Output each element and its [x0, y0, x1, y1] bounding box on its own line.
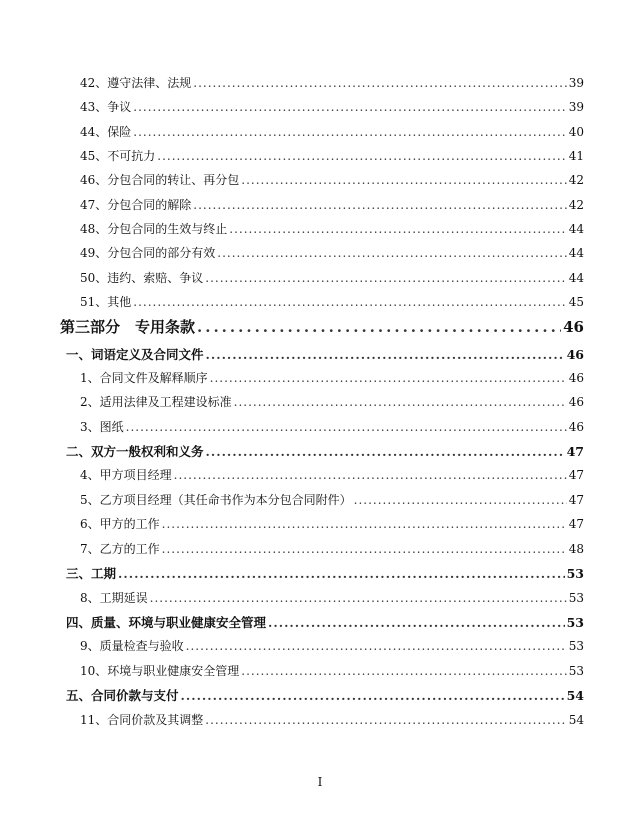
toc-leader	[174, 468, 567, 482]
toc-leader	[133, 125, 566, 139]
toc-entry-page: 46	[568, 420, 584, 434]
toc-entry[interactable]	[80, 711, 584, 728]
toc-entry[interactable]	[80, 466, 584, 483]
toc-entry-page: 53	[568, 639, 584, 653]
toc-entry-page: 46	[568, 371, 584, 385]
toc-leader	[193, 198, 566, 212]
toc-leader	[193, 76, 566, 90]
toc-entry[interactable]	[80, 393, 584, 410]
toc-entry[interactable]	[80, 147, 584, 164]
toc-leader	[181, 688, 565, 703]
toc-entry[interactable]	[80, 244, 584, 261]
toc-entry-page: 47	[568, 468, 584, 482]
toc-entry-label: 3、图纸	[80, 420, 124, 434]
toc-entry[interactable]	[80, 662, 584, 679]
toc-section-heading[interactable]	[66, 613, 584, 631]
toc-entry[interactable]	[80, 269, 584, 286]
toc-entry-label: 49、分包合同的部分有效	[80, 246, 216, 260]
toc-entry-label: 6、甲方的工作	[80, 517, 160, 531]
toc-entry-label: 一、词语定义及合同文件	[66, 347, 204, 362]
toc-leader	[210, 371, 567, 385]
toc-entry-label: 44、保险	[80, 125, 132, 139]
toc-entry-label: 47、分包合同的解除	[80, 198, 192, 212]
toc-entry-label: 46、分包合同的转让、再分包	[80, 173, 240, 187]
toc-leader	[205, 713, 566, 727]
toc-leader	[150, 591, 567, 605]
toc-entry-page: 44	[568, 222, 584, 236]
toc-entry-page: 47	[566, 444, 584, 459]
toc-section-heading[interactable]	[66, 345, 584, 363]
toc-entry-label: 4、甲方项目经理	[80, 468, 172, 482]
toc-entry[interactable]	[80, 74, 584, 91]
toc-entry[interactable]	[80, 220, 584, 237]
toc-entry-label: 2、适用法律及工程建设标准	[80, 395, 232, 409]
toc-entry-page: 54	[566, 688, 584, 703]
toc-leader	[206, 444, 565, 459]
toc-leader	[229, 222, 566, 236]
toc-entry-page: 48	[568, 542, 584, 556]
toc-entry-page: 46	[568, 395, 584, 409]
toc-section-heading[interactable]	[66, 442, 584, 460]
toc-entry[interactable]	[80, 369, 584, 386]
toc-entry-page: 39	[568, 100, 584, 114]
toc-entry-page: 44	[568, 271, 584, 285]
toc-entry-page: 53	[566, 615, 584, 630]
toc-entry-label: 10、环境与职业健康安全管理	[80, 664, 240, 678]
toc-leader	[268, 615, 565, 630]
toc-entry-label: 二、双方一般权利和义务	[66, 444, 204, 459]
toc-entry-page: 40	[568, 125, 584, 139]
toc-entry-page: 42	[568, 173, 584, 187]
toc-entry[interactable]	[80, 293, 584, 310]
toc-entry-label: 51、其他	[80, 295, 132, 309]
toc-entry-page: 44	[568, 246, 584, 260]
toc-leader	[126, 420, 567, 434]
toc-section-heading[interactable]	[66, 564, 584, 582]
toc-entry[interactable]	[80, 123, 584, 140]
toc-section-heading[interactable]	[66, 686, 584, 704]
toc-entry-label: 9、质量检查与验收	[80, 639, 184, 653]
toc-entry-page: 39	[568, 76, 584, 90]
toc-entry-label: 50、违约、索赔、争议	[80, 271, 204, 285]
toc-entry-label: 43、争议	[80, 100, 132, 114]
toc-leader	[234, 395, 567, 409]
page-number-footer: I	[317, 775, 323, 789]
toc-entry-page: 54	[568, 713, 584, 727]
toc-entry-page: 45	[568, 295, 584, 309]
toc-entry[interactable]	[80, 491, 584, 508]
toc-leader	[157, 149, 566, 163]
toc-entry-label: 三、工期	[66, 566, 117, 581]
toc-entry-label: 四、质量、环境与职业健康安全管理	[66, 615, 267, 630]
toc-entry-label: 1、合同文件及解释顺序	[80, 371, 208, 385]
toc-entry-label: 第三部分 专用条款	[60, 318, 196, 336]
toc-entry-page: 53	[568, 664, 584, 678]
toc-leader	[162, 517, 567, 531]
toc-entry-page: 53	[568, 591, 584, 605]
toc-entry-page: 41	[568, 149, 584, 163]
toc-entry-page: 46	[563, 318, 584, 336]
toc-leader	[206, 347, 565, 362]
toc-leader	[241, 664, 566, 678]
toc-entry[interactable]	[80, 589, 584, 606]
toc-leader	[186, 639, 567, 653]
toc-entry[interactable]	[80, 418, 584, 435]
toc-leader	[133, 295, 566, 309]
toc-leader	[217, 246, 566, 260]
toc-entry-label: 五、合同价款与支付	[66, 688, 179, 703]
toc-entry-page: 47	[568, 517, 584, 531]
toc-leader	[133, 100, 566, 114]
toc-entry[interactable]	[80, 540, 584, 557]
toc-entry[interactable]	[80, 196, 584, 213]
toc-entry[interactable]	[80, 98, 584, 115]
toc-entry-label: 48、分包合同的生效与终止	[80, 222, 228, 236]
toc-leader	[354, 493, 567, 507]
toc-entry-page: 42	[568, 198, 584, 212]
toc-entry[interactable]	[80, 637, 584, 654]
toc-part-heading[interactable]	[60, 316, 584, 337]
toc-entry[interactable]	[80, 171, 584, 188]
toc-leader	[162, 542, 567, 556]
toc-leader	[205, 271, 566, 285]
toc-entry-label: 42、遵守法律、法规	[80, 76, 192, 90]
toc-entry-page: 47	[568, 493, 584, 507]
toc-entry-label: 7、乙方的工作	[80, 542, 160, 556]
toc-entry-label: 11、合同价款及其调整	[80, 713, 204, 727]
toc-entry-label: 45、不可抗力	[80, 149, 156, 163]
toc-leader	[241, 173, 566, 187]
toc-entry-label: 5、乙方项目经理（其任命书作为本分包合同附件）	[80, 493, 352, 507]
toc-leader	[118, 566, 565, 581]
toc-entry-label: 8、工期延误	[80, 591, 148, 605]
toc-entry-page: 46	[566, 347, 584, 362]
toc-entry-page: 53	[566, 566, 584, 581]
toc-entry[interactable]	[80, 515, 584, 532]
toc-leader	[197, 318, 561, 336]
